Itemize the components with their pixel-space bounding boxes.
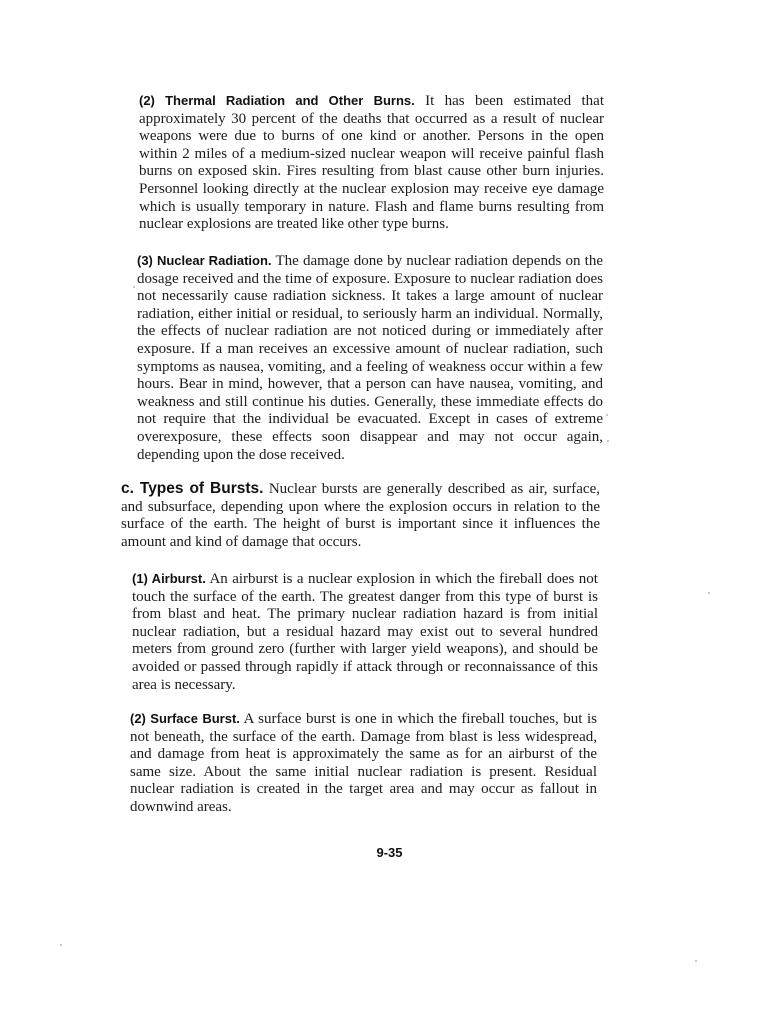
- paragraph-thermal-radiation: [139, 92, 604, 234]
- paragraph-nuclear-radiation: [137, 252, 603, 464]
- body-surface-burst: A surface burst is one in which the fireball touches, but is not beneath, the surface of the earth. Damage from blast is less widespread, and damage from heat is approximately the same as for an airburst of the same size. About the same initial nuclear radiation is present. Residual nuclear radiation is created in the target area and may occur as fallout in downwind areas.: [130, 711, 597, 815]
- body-airburst: An airburst is a nuclear explosion in which the fireball does not touch the surface of the earth. The greatest danger from this type of burst is from blast and heat. The primary nuclear radiation hazard is from initial nuclear radiation, but a residual hazard may exist out to several hundred meters from ground zero (further with larger yield weapons), and should be avoided or passed through rapidly if attack through or reconnaissance of this area is necessary.: [132, 571, 598, 693]
- heading-nuclear-radiation: (3) Nuclear Radiation.: [137, 253, 272, 268]
- paragraph-airburst: [132, 570, 598, 694]
- body-nuclear-radiation: The damage done by nuclear radiation depends on the dosage received and the time of exposure. Exposure to nuclear radiation does not necessarily cause radiation sickness. It takes a large amount of nuclear radiation, either initial or residual, to seriously harm an individual. Normally, the effects of nuclear radiation are not noticed during or immediately after exposure. If a man receives an excessive amount of nuclear radiation, such symptoms as nausea, vomiting, and a feeling of weakness occur within a few hours. Bear in mind, however, that a person can have nausea, vomiting, and weakness and still continue his duties. Generally, these immediate effects do not require that the individual be evacuated. Except in cases of extreme overexposure, these effects soon disappear and may not occur again, depending upon the dose received.: [137, 253, 603, 463]
- body-types-of-bursts: Nuclear bursts are generally described as air, surface, and subsurface, depending upon where the explosion occurs in relation to the surface of the earth. The height of burst is important since it influences the amount and kind of damage that occurs.: [121, 481, 600, 550]
- scan-speck: [607, 440, 609, 442]
- heading-thermal-radiation: (2) Thermal Radiation and Other Burns.: [139, 93, 415, 108]
- paragraph-surface-burst: [130, 710, 597, 817]
- body-thermal-radiation: It has been estimated that approximately 30 percent of the deaths that occurred as a result of nuclear weapons were due to burns of one kind or another. Persons in the open within 2 miles of a medium-sized nuclear weapon will receive painful flash burns on exposed skin. Fires resulting from blast cause other burn injuries. Personnel looking directly at the nuclear explosion may receive eye damage which is usually temporary in nature. Flash and flame burns resulting from nuclear explosions are treated like other type burns.: [139, 93, 604, 233]
- scan-speck: [695, 960, 697, 962]
- heading-types-of-bursts: c. Types of Bursts.: [121, 480, 264, 497]
- scan-speck: [708, 592, 710, 594]
- heading-surface-burst: (2) Surface Burst.: [130, 711, 240, 726]
- scan-speck: [60, 944, 62, 946]
- page-number: 9-35: [376, 845, 403, 860]
- heading-airburst: (1) Airburst.: [132, 571, 206, 586]
- scan-speck: [606, 414, 608, 416]
- scan-speck: [133, 286, 135, 288]
- paragraph-types-of-bursts: [121, 480, 600, 551]
